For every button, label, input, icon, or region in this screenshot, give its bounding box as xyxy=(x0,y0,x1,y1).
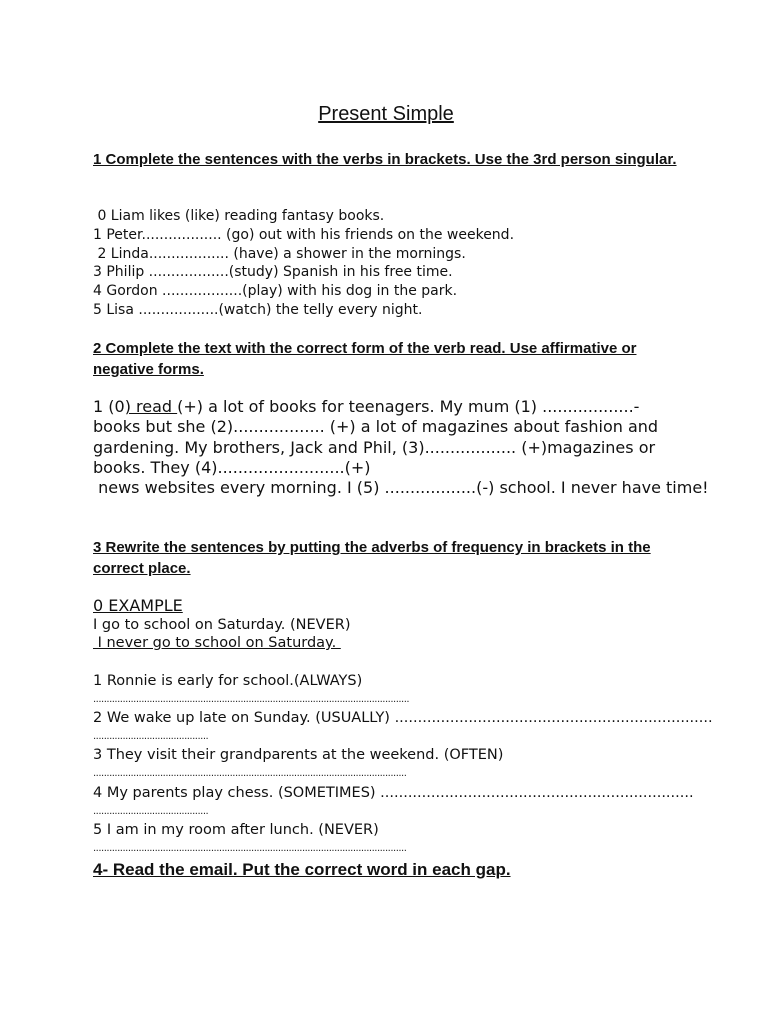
s3-item-3-answer-line: ..................................................................................................................... xyxy=(93,768,407,779)
s3-item-5-answer-line: ..................................................................................................................... xyxy=(93,843,407,854)
s1-line-5: 5 Lisa ..................(watch) the telly every night. xyxy=(93,302,423,318)
s3-item-4-answer-line: ........................................... xyxy=(93,806,209,817)
section-2-heading: 2 Complete the text with the correct form of the verb read. Use affirmative or negative forms. xyxy=(93,340,637,378)
s3-item-2: 2 We wake up late on Sunday. (USUALLY) ..................................................................... xyxy=(93,710,713,726)
s3-item-5: 5 I am in my room after lunch. (NEVER) xyxy=(93,822,379,838)
s3-item-1-answer-line: ...................................................................................................................... xyxy=(93,694,410,705)
s1-line-4: 4 Gordon ..................(play) with his dog in the park. xyxy=(93,283,458,299)
s3-item-1: 1 Ronnie is early for school.(ALWAYS) xyxy=(93,673,363,689)
example-question: I go to school on Saturday. (NEVER) xyxy=(93,617,351,633)
s2-read-example: ) read xyxy=(124,397,178,416)
s3-item-2-answer-line: ........................................... xyxy=(93,731,209,742)
s1-line-1: 1 Peter.................. (go) out with his friends on the weekend. xyxy=(93,227,515,243)
s3-item-4: 4 My parents play chess. (SOMETIMES) .................................................................... xyxy=(93,785,694,801)
section-3-heading: 3 Rewrite the sentences by putting the adverbs of frequency in brackets in the correct place. xyxy=(93,539,651,577)
section-4-heading: 4- Read the email. Put the correct word in each gap. xyxy=(93,860,511,879)
s2-text-a: 1 (0 xyxy=(93,397,125,416)
s2-text-b: (+) a lot of books for teenagers. My mum (1) ..................- books but she (2).................. (+) a lot of magazines about fashion and gardening. My brothers, Jack and Phil, (3).................. (+)magazines or books. They (4).........................(+) xyxy=(93,397,659,477)
s1-line-0: 0 Liam likes (like) reading fantasy books. xyxy=(93,208,385,224)
section-1-heading: 1 Complete the sentences with the verbs in brackets. Use the 3rd person singular. xyxy=(93,151,677,168)
s3-item-3: 3 They visit their grandparents at the weekend. (OFTEN) xyxy=(93,747,504,763)
page-title: Present Simple xyxy=(318,103,454,125)
s1-line-2: 2 Linda.................. (have) a shower in the mornings. xyxy=(93,246,466,262)
s2-paragraph xyxy=(93,397,709,498)
s1-line-3: 3 Philip ..................(study) Spanish in his free time. xyxy=(93,264,453,280)
example-label: 0 EXAMPLE xyxy=(93,596,183,615)
s2-text-c: news websites every morning. I (5) ..................(-) school. I never have time! xyxy=(93,478,709,498)
example-answer: I never go to school on Saturday. xyxy=(93,635,341,651)
